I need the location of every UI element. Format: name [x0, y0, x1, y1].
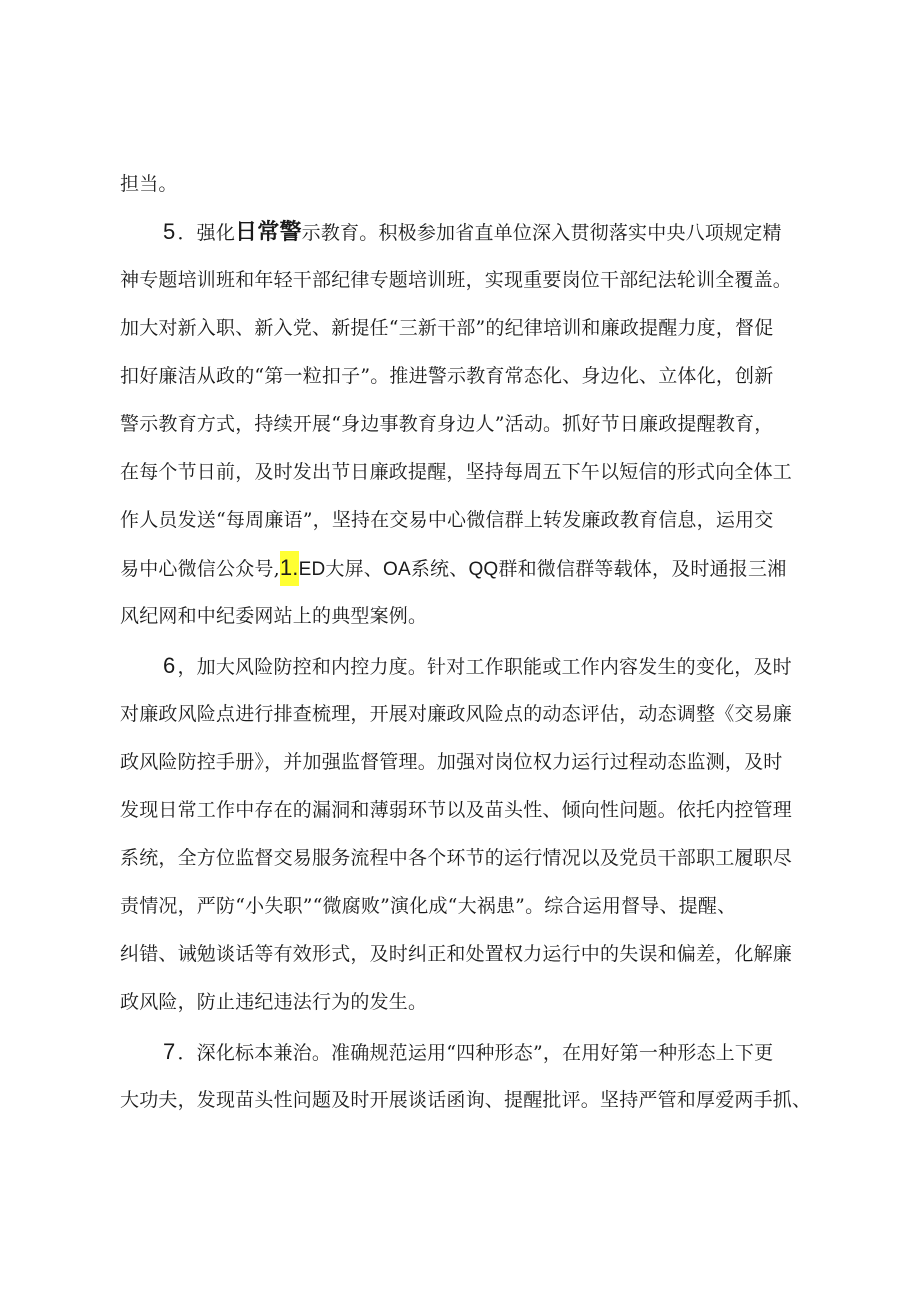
- emphasized-text: 日常警: [235, 220, 302, 245]
- text-line: 扣好廉洁从政的“第一粒扣子”。推进警示教育常态化、身边化、立体化，创新: [120, 365, 774, 387]
- highlighted-text: 1.: [280, 551, 299, 586]
- text-line: 责情况，严防“小失职”“微腐败”演化成“大祸患”。综合运用督导、提醒、: [120, 895, 737, 917]
- text-line: 政风险，防止违纪违法行为的发生。: [120, 991, 428, 1013]
- text-line: 警示教育方式，持续开展“身边事教育身边人”活动。抓好节日廉政提醒教育，: [120, 413, 774, 435]
- text-line: 大功夫，发现苗头性问题及时开展谈话函询、提醒批评。坚持严管和厚爱两手抓、: [120, 1089, 812, 1111]
- text-line: 发现日常工作中存在的漏洞和薄弱环节以及苗头性、倾向性问题。依托内控管理: [120, 799, 793, 821]
- text-line: 系统，全方位监督交易服务流程中各个环节的运行情况以及党员干部职工履职尽: [120, 847, 793, 869]
- paragraph-5-first-line: [163, 220, 782, 245]
- text-line: 对廉政风险点进行排查梳理，开展对廉政风险点的动态评估，动态调整《交易廉: [120, 703, 793, 725]
- text-span: ．深化标本兼治。准确规范运用“四种形态”，在用好第一种形态上下更: [177, 1042, 774, 1064]
- text-span: ．强化: [177, 222, 236, 244]
- text-line: 纠错、诫勉谈话等有效形式，及时纠正和处置权力运行中的失误和偏差，化解廉: [120, 943, 793, 965]
- text-line: 担当。: [120, 173, 178, 195]
- text-span: ED大屏、OA系统、QQ群和微信群等载体，及时通报三湘: [298, 559, 787, 580]
- text-line-with-highlight: [120, 556, 786, 582]
- text-line: 在每个节日前，及时发出节日廉政提醒，坚持每周五下午以短信的形式向全体工: [120, 461, 793, 483]
- item-number: 7: [163, 1039, 176, 1064]
- text-line: 作人员发送“每周廉语”，坚持在交易中心微信群上转发廉政教育信息，运用交: [120, 509, 774, 531]
- item-number: 5: [163, 219, 176, 244]
- text-line: 加大对新入职、新入党、新提任“三新干部”的纪律培训和廉政提醒力度，督促: [120, 317, 774, 339]
- text-span: 易中心微信公众号,: [120, 558, 280, 580]
- text-line: 风纪网和中纪委网站上的典型案例。: [120, 605, 428, 627]
- paragraph-7-first-line: [163, 1040, 773, 1065]
- item-number: 6: [163, 653, 176, 678]
- paragraph-6-first-line: [163, 654, 792, 679]
- text-span: ，加大风险防控和内控力度。针对工作职能或工作内容发生的变化，及时: [177, 656, 792, 678]
- text-line: 神专题培训班和年轻干部纪律专题培训班，实现重要岗位干部纪法轮训全覆盖。: [120, 269, 793, 291]
- text-span: 示教育。积极参加省直单位深入贯彻落实中央八项规定精: [301, 222, 782, 244]
- text-line: 政风险防控手册》，并加强监督管理。加强对岗位权力运行过程动态监测，及时: [120, 751, 783, 773]
